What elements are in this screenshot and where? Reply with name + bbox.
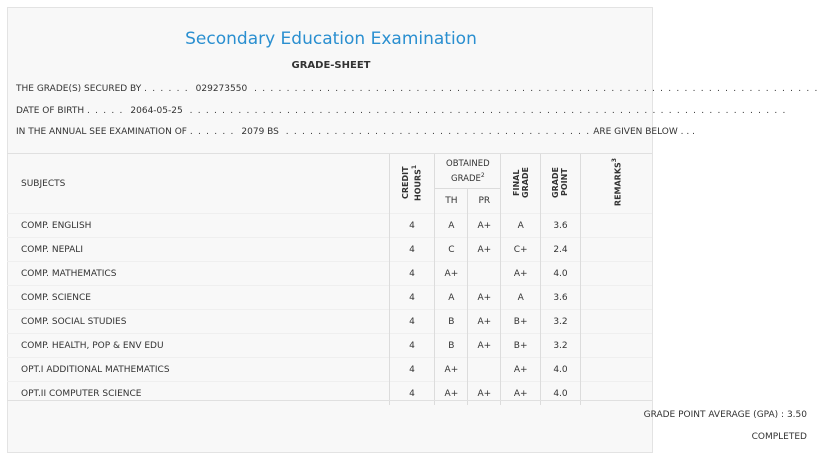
col-final-grade: [501, 154, 541, 214]
info-dob-dots-after: . . . . . . . . . . . . . . . . . . . . . . . . . . . . . . . . . . . . . . . . . . . . . . . . . . . . . . . . . . . . . . . . . . . . . . . . . .: [189, 106, 787, 116]
table-row: [7, 238, 652, 262]
info-exam-suffix: ARE GIVEN BELOW . . .: [593, 127, 695, 137]
cell-final-grade: C+: [501, 238, 541, 262]
col-grade-point: [541, 154, 581, 214]
cell-final-grade: A+: [501, 358, 541, 382]
cell-credit: 4: [389, 238, 435, 262]
cell-final-grade: A+: [501, 382, 541, 406]
info-dob-label: DATE OF BIRTH: [16, 106, 85, 116]
col-final-grade-label: FINAL GRADE: [511, 166, 530, 198]
cell-pr: A+: [468, 310, 501, 334]
grades-table: [7, 154, 652, 405]
cell-subject: COMP. SCIENCE: [7, 286, 389, 310]
cell-final-grade: B+: [501, 334, 541, 358]
cell-credit: 4: [389, 214, 435, 238]
info-exam-value: 2079 BS: [241, 127, 279, 137]
cell-pr: A+: [468, 286, 501, 310]
info-dob-value: 2064-05-25: [130, 106, 183, 116]
cell-pr: [468, 358, 501, 382]
cell-grade-point: 3.2: [541, 310, 581, 334]
cell-remarks: [580, 358, 652, 382]
col-credit-text: CREDIT HOURS: [401, 165, 423, 201]
col-remarks-sup: 3: [611, 157, 619, 163]
cell-subject: COMP. MATHEMATICS: [7, 262, 389, 286]
cell-final-grade: B+: [501, 310, 541, 334]
cell-credit: 4: [389, 382, 435, 406]
cell-grade-point: 3.2: [541, 334, 581, 358]
col-credit-sup: 1: [411, 163, 419, 169]
status-text: COMPLETED: [751, 432, 807, 442]
cell-remarks: [580, 382, 652, 406]
table-row: [7, 310, 652, 334]
col-obtained-sup: 2: [480, 171, 485, 179]
cell-grade-point: 2.4: [541, 238, 581, 262]
table-row: [7, 358, 652, 382]
gpa-value: 3.50: [786, 410, 807, 420]
info-exam-label: IN THE ANNUAL SEE EXAMINATION OF: [16, 127, 187, 137]
grades-table-body: [7, 214, 652, 406]
info-exam-dots-after: . . . . . . . . . . . . . . . . . . . . . . . . . . . . . . . . . . . . . .: [285, 127, 591, 137]
info-dob-line: [16, 106, 787, 116]
cell-remarks: [580, 214, 652, 238]
cell-credit: 4: [389, 358, 435, 382]
cell-credit: 4: [389, 310, 435, 334]
cell-remarks: [580, 238, 652, 262]
info-grade-value: 029273550: [195, 84, 248, 94]
col-pr: PR: [468, 189, 501, 214]
cell-final-grade: A: [501, 286, 541, 310]
col-credit-hours: [389, 154, 435, 214]
cell-th: A+: [435, 262, 468, 286]
cell-th: B: [435, 334, 468, 358]
cell-subject: OPT.II COMPUTER SCIENCE: [7, 382, 389, 406]
info-exam-line: [16, 127, 695, 137]
table-row: [7, 262, 652, 286]
cell-subject: COMP. NEPALI: [7, 238, 389, 262]
cell-subject: COMP. HEALTH, POP & ENV EDU: [7, 334, 389, 358]
cell-credit: 4: [389, 286, 435, 310]
cell-grade-point: 4.0: [541, 358, 581, 382]
info-grade-line: [16, 84, 819, 94]
table-header-row: [7, 154, 652, 189]
info-grade-label: THE GRADE(S) SECURED BY: [16, 84, 142, 94]
col-obtained-grade: [435, 154, 501, 189]
cell-final-grade: A+: [501, 262, 541, 286]
cell-pr: A+: [468, 382, 501, 406]
table-row: [7, 382, 652, 406]
cell-remarks: [580, 310, 652, 334]
table-row: [7, 334, 652, 358]
col-remarks-text: REMARKS: [613, 162, 623, 207]
info-grade-dots-after: . . . . . . . . . . . . . . . . . . . . . . . . . . . . . . . . . . . . . . . . . . . . . . . . . . . . . . . . . . . . . . . . . . . . . .: [254, 84, 819, 94]
col-grade-point-label: GRADE POINT: [551, 166, 570, 198]
table-row: [7, 214, 652, 238]
cell-subject: OPT.I ADDITIONAL MATHEMATICS: [7, 358, 389, 382]
page-title: Secondary Education Examination: [185, 29, 477, 49]
cell-final-grade: A: [501, 214, 541, 238]
cell-grade-point: 4.0: [541, 382, 581, 406]
col-remarks-label: [610, 158, 623, 206]
cell-credit: 4: [389, 262, 435, 286]
col-remarks: [580, 154, 652, 214]
cell-remarks: [580, 286, 652, 310]
cell-th: B: [435, 310, 468, 334]
col-subjects: SUBJECTS: [21, 178, 66, 189]
cell-subject: COMP. ENGLISH: [7, 214, 389, 238]
table-bottom-divider: [7, 400, 652, 401]
cell-grade-point: 3.6: [541, 214, 581, 238]
col-th: TH: [435, 189, 468, 214]
cell-th: C: [435, 238, 468, 262]
cell-remarks: [580, 262, 652, 286]
info-dob-dots-before: . . . . .: [86, 106, 124, 116]
cell-th: A: [435, 214, 468, 238]
col-credit-hours-label: [401, 153, 423, 212]
cell-pr: A+: [468, 334, 501, 358]
cell-th: A+: [435, 358, 468, 382]
cell-pr: A+: [468, 238, 501, 262]
table-row: [7, 286, 652, 310]
page-subtitle: GRADE-SHEET: [291, 60, 371, 71]
cell-grade-point: 3.6: [541, 286, 581, 310]
gpa-label: GRADE POINT AVERAGE (GPA) :: [643, 410, 785, 420]
cell-credit: 4: [389, 334, 435, 358]
cell-subject: COMP. SOCIAL STUDIES: [7, 310, 389, 334]
cell-th: A: [435, 286, 468, 310]
col-obtained-text: OBTAINED GRADE: [446, 158, 490, 184]
cell-remarks: [580, 334, 652, 358]
cell-grade-point: 4.0: [541, 262, 581, 286]
cell-pr: [468, 262, 501, 286]
gpa-summary: [644, 410, 807, 420]
info-grade-dots-before: . . . . . .: [144, 84, 189, 94]
cell-pr: A+: [468, 214, 501, 238]
info-exam-dots-before: . . . . . .: [189, 127, 235, 137]
cell-th: A+: [435, 382, 468, 406]
